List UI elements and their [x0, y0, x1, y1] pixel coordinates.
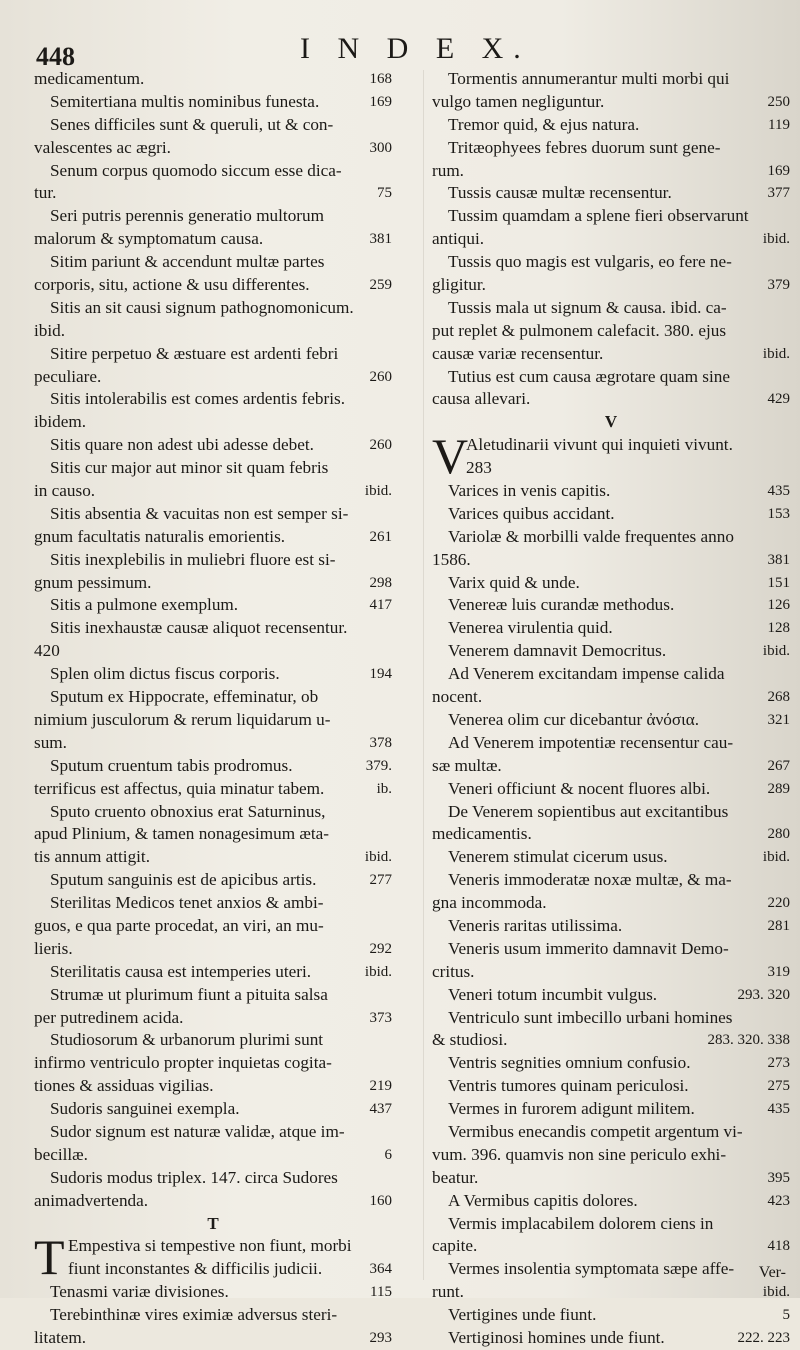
entry-text: Varices in venis capitis. — [448, 481, 611, 501]
entry-text: Sitire perpetuo & æstuare est ardenti febri — [50, 343, 339, 363]
index-entry-line — [432, 1258, 790, 1281]
entry-text: Tenasmi variæ divisiones. — [50, 1282, 229, 1302]
page-reference: ibid. — [762, 345, 790, 362]
index-entry-line — [432, 343, 790, 366]
entry-text: terrificus est affectus, quia minatur tabem. — [34, 778, 325, 798]
entry-text: antiqui. — [432, 229, 485, 249]
page-reference: 151 — [767, 574, 790, 591]
index-column-right — [432, 68, 790, 1350]
index-entry-line — [432, 480, 790, 503]
column-divider — [423, 70, 424, 1280]
index-entry-line — [432, 274, 790, 297]
entry-text: Tritæophyees febres duorum sunt gene- — [448, 137, 721, 157]
page-reference: 169 — [767, 162, 790, 179]
index-entry-line — [432, 114, 790, 137]
page-reference: 260 — [369, 437, 392, 454]
index-entry-line — [432, 572, 790, 595]
index-entry-line — [34, 480, 392, 503]
index-entry-line — [34, 594, 392, 617]
index-entry-line — [432, 1213, 790, 1236]
index-entry-line — [432, 91, 790, 114]
page-reference: 5 — [782, 1307, 790, 1324]
index-entry-line — [432, 388, 790, 411]
page-reference: 377 — [767, 185, 790, 202]
index-entry-line — [34, 1052, 392, 1075]
page-reference: 219 — [369, 1078, 392, 1095]
index-entry-line — [432, 755, 790, 778]
index-entry-line — [432, 778, 790, 801]
page-reference: 126 — [767, 597, 790, 614]
index-entry-line — [34, 274, 392, 297]
entry-text: gnum pessimum. — [34, 572, 152, 592]
entry-text: ibid. — [34, 320, 66, 340]
index-entry-line — [34, 251, 392, 274]
index-entry-line — [34, 1144, 392, 1167]
entry-text: fiunt inconstantes & difficilis judicii. — [68, 1259, 323, 1279]
index-entry-line — [34, 457, 392, 480]
page-reference: 319 — [767, 963, 790, 980]
entry-text: Vertiginosi homines unde fiunt. — [448, 1327, 665, 1347]
page-reference: 194 — [369, 666, 392, 683]
index-entry-line — [432, 297, 790, 320]
page-reference: 298 — [369, 574, 392, 591]
entry-text: Terebinthinæ vires eximiæ adversus steri- — [50, 1305, 338, 1325]
index-entry-line — [34, 1281, 392, 1304]
entry-text: Venerem stimulat cicerum usus. — [448, 847, 668, 867]
index-entry-line — [34, 1007, 392, 1030]
entry-text: Vertigines unde fiunt. — [448, 1305, 597, 1325]
entry-text: vulgo tamen negliguntur. — [432, 91, 605, 111]
index-entry-line — [432, 892, 790, 915]
index-entry-line — [432, 1235, 790, 1258]
index-entry-line — [432, 823, 790, 846]
index-entry-line — [34, 869, 392, 892]
index-column-left — [34, 68, 392, 1350]
page-reference: 283. 320. 338 — [707, 1032, 790, 1049]
entry-text: Sitis absentia & vacuitas non est semper si- — [50, 503, 349, 523]
index-entry-line — [34, 1327, 392, 1350]
index-entry-line — [432, 1190, 790, 1213]
entry-text: valescentes ac ægri. — [34, 137, 171, 157]
page-reference: ibid. — [364, 483, 392, 500]
index-entry-line — [34, 686, 392, 709]
entry-text: Sterilitatis causa est intemperies uteri. — [50, 961, 312, 981]
page-reference: 169 — [369, 93, 392, 110]
index-entry-line — [432, 594, 790, 617]
index-entry-line — [34, 984, 392, 1007]
entry-text: becillæ. — [34, 1144, 88, 1164]
index-entry-line — [34, 801, 392, 824]
index-entry-line — [34, 366, 392, 389]
entry-text: causa allevari. — [432, 389, 531, 409]
page-reference: 395 — [767, 1169, 790, 1186]
index-entry-line — [34, 320, 392, 343]
page-reference: 417 — [369, 597, 392, 614]
page-reference: 429 — [767, 391, 790, 408]
entry-text: Sitim pariunt & accendunt multæ partes — [50, 252, 325, 272]
section-letter: V — [604, 412, 618, 432]
entry-text: Sterilitas Medicos tenet anxios & ambi- — [50, 893, 324, 913]
index-entry-line — [34, 663, 392, 686]
entry-text: sæ multæ. — [432, 755, 502, 775]
entry-text: Splen olim dictus fiscus corporis. — [50, 664, 280, 684]
index-entry-line — [34, 892, 392, 915]
entry-text: Sitis inexhaustæ causæ aliquot recensentur. — [50, 618, 348, 638]
entry-text: Ventris segnities omnium confusio. — [448, 1053, 691, 1073]
page-reference: 273 — [767, 1055, 790, 1072]
index-entry-line — [432, 1075, 790, 1098]
index-entry-line — [34, 1304, 392, 1327]
index-entry-line — [34, 68, 392, 91]
index-entry-line — [34, 160, 392, 183]
entry-text: Sitis an sit causi signum pathognomonicum. — [50, 297, 354, 317]
entry-text: vum. 396. quamvis non sine periculo exhi- — [432, 1144, 727, 1164]
index-entry-line — [432, 1281, 790, 1304]
index-entry-line — [34, 709, 392, 732]
index-entry-line — [34, 823, 392, 846]
index-entry-line — [432, 846, 790, 869]
page-reference: 275 — [767, 1078, 790, 1095]
page-reference: 153 — [767, 505, 790, 522]
index-entry-line — [432, 1327, 790, 1350]
entry-text: Veneris raritas utilissima. — [448, 915, 623, 935]
page-reference: 281 — [767, 917, 790, 934]
index-entry-line — [432, 160, 790, 183]
page-reference: 379 — [767, 277, 790, 294]
entry-text: 283 — [466, 458, 492, 478]
entry-text: 1586. — [432, 549, 471, 569]
entry-text: ibidem. — [34, 412, 87, 432]
entry-text: in causo. — [34, 481, 96, 501]
entry-text: Sputum sanguinis est de apicibus artis. — [50, 870, 317, 890]
entry-text: gnum facultatis naturalis emorientis. — [34, 526, 286, 546]
entry-text: causæ variæ recensentur. — [432, 343, 604, 363]
index-entry-line — [432, 732, 790, 755]
page-reference: 321 — [767, 711, 790, 728]
entry-text: capite. — [432, 1236, 478, 1256]
index-entry-line — [432, 915, 790, 938]
entry-text: peculiare. — [34, 366, 102, 386]
entry-text: Senes difficiles sunt & queruli, ut & con- — [50, 114, 334, 134]
entry-text: De Venerem sopientibus aut excitantibus — [448, 801, 729, 821]
entry-text: & studiosi. — [432, 1030, 508, 1050]
entry-text: Ventris tumores quinam periculosi. — [448, 1076, 689, 1096]
entry-text: Empestiva si tempestive non fiunt, morbi — [68, 1236, 352, 1256]
index-entry-line — [34, 205, 392, 228]
entry-text: Sudoris sanguinei exempla. — [50, 1099, 240, 1119]
index-entry-line — [34, 503, 392, 526]
entry-text: lieris. — [34, 938, 73, 958]
page-reference: 364 — [369, 1261, 392, 1278]
index-entry-line — [34, 846, 392, 869]
entry-text: malorum & symptomatum causa. — [34, 229, 264, 249]
index-entry-line — [34, 137, 392, 160]
index-entry-line — [432, 1052, 790, 1075]
index-entry-line — [34, 1258, 392, 1281]
entry-text: Varices quibus accidant. — [448, 503, 615, 523]
index-entry-line — [34, 1121, 392, 1144]
drop-cap-letter: T — [34, 1229, 65, 1286]
entry-text: runt. — [432, 1282, 464, 1302]
index-entry-line — [432, 549, 790, 572]
page-reference: 250 — [767, 93, 790, 110]
entry-text: rum. — [432, 160, 464, 180]
index-entry-line — [432, 869, 790, 892]
index-entry-line — [432, 457, 790, 480]
entry-text: Tussis mala ut signum & causa. ibid. ca- — [448, 297, 727, 317]
index-entry-line — [432, 640, 790, 663]
index-entry-line — [34, 228, 392, 251]
index-entry-line — [34, 1190, 392, 1213]
entry-text: per putredinem acida. — [34, 1007, 184, 1027]
page-reference: 423 — [767, 1192, 790, 1209]
entry-text: Veneri totum incumbit vulgus. — [448, 984, 658, 1004]
page-reference: 128 — [767, 620, 790, 637]
index-entry-line — [34, 411, 392, 434]
entry-text: Senum corpus quomodo siccum esse dica- — [50, 160, 342, 180]
entry-text: Sitis intolerabilis est comes ardentis febris. — [50, 389, 345, 409]
entry-text: Sitis a pulmone exemplum. — [50, 595, 239, 615]
index-entry-line — [34, 114, 392, 137]
entry-text: Sputum ex Hippocrate, effeminatur, ob — [50, 687, 319, 707]
entry-text: tis annum attigit. — [34, 847, 151, 867]
page-header — [0, 28, 800, 71]
entry-text: A Vermibus capitis dolores. — [448, 1190, 638, 1210]
entry-text: Vermes insolentia symptomata sæpe affe- — [448, 1259, 735, 1279]
index-entry-line — [34, 778, 392, 801]
page-reference: 222. 223 — [737, 1329, 790, 1346]
entry-text: Semitertiana multis nominibus funesta. — [50, 91, 320, 111]
running-head: I N D E X. — [300, 32, 531, 65]
entry-text: Veneri officiunt & nocent fluores albi. — [448, 778, 711, 798]
entry-text: critus. — [432, 961, 475, 981]
page-reference: 277 — [369, 872, 392, 889]
entry-text: medicamentum. — [34, 69, 145, 88]
entry-text: Sputum cruentum tabis prodromus. — [50, 755, 293, 775]
page-reference: ibid. — [364, 849, 392, 866]
index-entry-line — [34, 1098, 392, 1121]
entry-text: guos, e qua parte procedat, an viri, an mu- — [34, 915, 324, 935]
index-entry-line — [432, 205, 790, 228]
page-reference: 75 — [377, 185, 392, 202]
page-reference: 293. 320 — [737, 986, 790, 1003]
index-entry-line — [34, 1029, 392, 1052]
entry-text: litatem. — [34, 1327, 87, 1347]
entry-text: Tussis causæ multæ recensentur. — [448, 183, 672, 203]
page-reference: 160 — [369, 1192, 392, 1209]
index-entry-line — [34, 297, 392, 320]
page-reference: 292 — [369, 940, 392, 957]
entry-text: Aletudinarii vivunt qui inquieti vivunt. — [466, 435, 733, 455]
entry-text: Studiosorum & urbanorum plurimi sunt — [50, 1030, 324, 1050]
entry-text: Sitis quare non adest ubi adesse debet. — [50, 435, 314, 455]
index-entry-line — [432, 320, 790, 343]
index-entry-line — [432, 366, 790, 389]
page-reference: 381 — [369, 231, 392, 248]
page-number: 448 — [36, 42, 75, 71]
entry-text: Strumæ ut plurimum fiunt a pituita salsa — [50, 984, 328, 1004]
entry-text: Varix quid & unde. — [448, 572, 580, 592]
entry-text: animadvertenda. — [34, 1190, 149, 1210]
page-reference: 115 — [370, 1284, 392, 1301]
index-entry-line — [432, 137, 790, 160]
index-entry-line — [432, 1121, 790, 1144]
page-reference: 289 — [767, 780, 790, 797]
entry-text: sum. — [34, 732, 67, 752]
entry-text: Venereæ luis curandæ methodus. — [448, 595, 675, 615]
index-entry-line — [34, 91, 392, 114]
index-entry-line — [432, 1144, 790, 1167]
page-reference: 300 — [369, 139, 392, 156]
page-reference: 437 — [369, 1101, 392, 1118]
entry-text: Vermibus enecandis competit argentum vi- — [448, 1121, 743, 1141]
index-entry-line — [34, 526, 392, 549]
index-entry-line — [432, 617, 790, 640]
entry-text: tur. — [34, 183, 57, 203]
index-entry-line — [432, 1007, 790, 1030]
index-entry-line — [34, 549, 392, 572]
page-reference: 418 — [767, 1238, 790, 1255]
index-entry-line — [432, 251, 790, 274]
entry-text: Sputo cruento obnoxius erat Saturninus, — [50, 801, 326, 821]
catchword: Ver- — [758, 1264, 786, 1281]
page-reference: 293 — [369, 1329, 392, 1346]
entry-text: nocent. — [432, 687, 483, 707]
entry-text: Sitis cur major aut minor sit quam febris — [50, 458, 329, 478]
page-reference: 280 — [767, 826, 790, 843]
entry-text: corporis, situ, actione & usu differentes. — [34, 275, 310, 295]
page-reference: 259 — [369, 277, 392, 294]
index-entry-line — [432, 801, 790, 824]
index-entry-line — [34, 732, 392, 755]
index-entry-line — [34, 961, 392, 984]
page-reference: ibid. — [762, 231, 790, 248]
page-reference: ibid. — [762, 849, 790, 866]
page-reference: 267 — [767, 757, 790, 774]
drop-cap-letter: V — [432, 428, 469, 485]
page-reference: 435 — [767, 483, 790, 500]
index-entry-line — [34, 640, 392, 663]
entry-text: Variolæ & morbilli valde frequentes anno — [448, 526, 734, 546]
index-entry-line — [34, 434, 392, 457]
entry-text: nimium jusculorum & rerum liquidarum u- — [34, 709, 331, 729]
page-reference: ibid. — [762, 1284, 790, 1301]
page-reference: 260 — [369, 368, 392, 385]
page-reference: 381 — [767, 551, 790, 568]
entry-text: apud Plinium, & tamen nonagesimum æta- — [34, 824, 330, 844]
section-letter: T — [207, 1213, 219, 1233]
entry-text: Seri putris perennis generatio multorum — [50, 206, 324, 226]
index-entry-line — [34, 938, 392, 961]
index-entry-line — [34, 1167, 392, 1190]
entry-text: Tormentis annumerantur multi morbi qui — [448, 69, 730, 88]
entry-text: Venerea olim cur dicebantur ἀνόσια. — [448, 709, 700, 729]
page-reference: ib. — [376, 780, 392, 797]
index-entry-line — [432, 182, 790, 205]
entry-text: Veneris usum immerito damnavit Demo- — [448, 938, 729, 958]
entry-text: Tussis quo magis est vulgaris, eo fere ne- — [448, 252, 732, 272]
entry-text: Ad Venerem excitandam impense calida — [448, 664, 725, 684]
page-reference: 220 — [767, 895, 790, 912]
index-entry-line — [432, 1029, 790, 1052]
entry-text: beatur. — [432, 1167, 479, 1187]
page-reference: 268 — [767, 689, 790, 706]
entry-text: Tussim quamdam a splene fieri observarunt — [448, 206, 749, 226]
index-entry-line — [432, 68, 790, 91]
entry-text: Vermis implacabilem dolorem ciens in — [448, 1213, 714, 1233]
entry-text: Sudoris modus triplex. 147. circa Sudores — [50, 1167, 338, 1187]
entry-text: Venerea virulentia quid. — [448, 618, 613, 638]
index-entry-line — [34, 1075, 392, 1098]
index-entry-line — [34, 388, 392, 411]
index-entry-line — [34, 915, 392, 938]
page-reference: 435 — [767, 1101, 790, 1118]
page-reference: 378 — [369, 734, 392, 751]
entry-text: Veneris immoderatæ noxæ multæ, & ma- — [448, 870, 732, 890]
index-entry-line — [432, 686, 790, 709]
entry-text: medicamentis. — [432, 824, 532, 844]
index-entry-line — [432, 984, 790, 1007]
index-entry-line — [432, 1167, 790, 1190]
index-entry-line — [432, 526, 790, 549]
entry-text: Tremor quid, & ejus natura. — [448, 114, 640, 134]
page-reference: 6 — [384, 1146, 392, 1163]
index-entry-line — [34, 755, 392, 778]
entry-text: Venerem damnavit Democritus. — [448, 641, 667, 661]
index-entry-line — [432, 938, 790, 961]
entry-text: tiones & assiduas vigilias. — [34, 1076, 214, 1096]
index-entry-line — [432, 961, 790, 984]
entry-text: gna incommoda. — [432, 893, 547, 913]
page-reference: 119 — [768, 116, 790, 133]
entry-text: Sitis inexplebilis in muliebri fluore est si- — [50, 549, 336, 569]
page-reference: ibid. — [364, 963, 392, 980]
page-reference: 373 — [369, 1009, 392, 1026]
entry-text: put replet & pulmonem calefacit. 380. ejus — [432, 320, 727, 340]
entry-text: Ventriculo sunt imbecillo urbani homines — [448, 1007, 733, 1027]
entry-text: Vermes in furorem adigunt militem. — [448, 1099, 695, 1119]
page-reference: 261 — [369, 528, 392, 545]
index-entry-line — [34, 572, 392, 595]
index-entry-line — [34, 617, 392, 640]
entry-text: Tutius est cum causa ægrotare quam sine — [448, 366, 730, 386]
index-entry-line — [432, 1098, 790, 1121]
page-reference: 168 — [369, 71, 392, 87]
index-entry-line — [432, 663, 790, 686]
index-entry-line — [432, 228, 790, 251]
entry-text: 420 — [34, 641, 60, 661]
page-reference: 379. — [365, 757, 392, 774]
page-reference: ibid. — [762, 643, 790, 660]
index-entry-line — [34, 343, 392, 366]
entry-text: gligitur. — [432, 275, 486, 295]
index-entry-line — [432, 709, 790, 732]
entry-text: Ad Venerem impotentiæ recensentur cau- — [448, 732, 734, 752]
entry-text: Sudor signum est naturæ validæ, atque im- — [50, 1121, 345, 1141]
index-entry-line — [432, 1304, 790, 1327]
index-entry-line — [432, 503, 790, 526]
index-entry-line — [34, 182, 392, 205]
entry-text: infirmo ventriculo propter inquietas cogita- — [34, 1053, 332, 1073]
